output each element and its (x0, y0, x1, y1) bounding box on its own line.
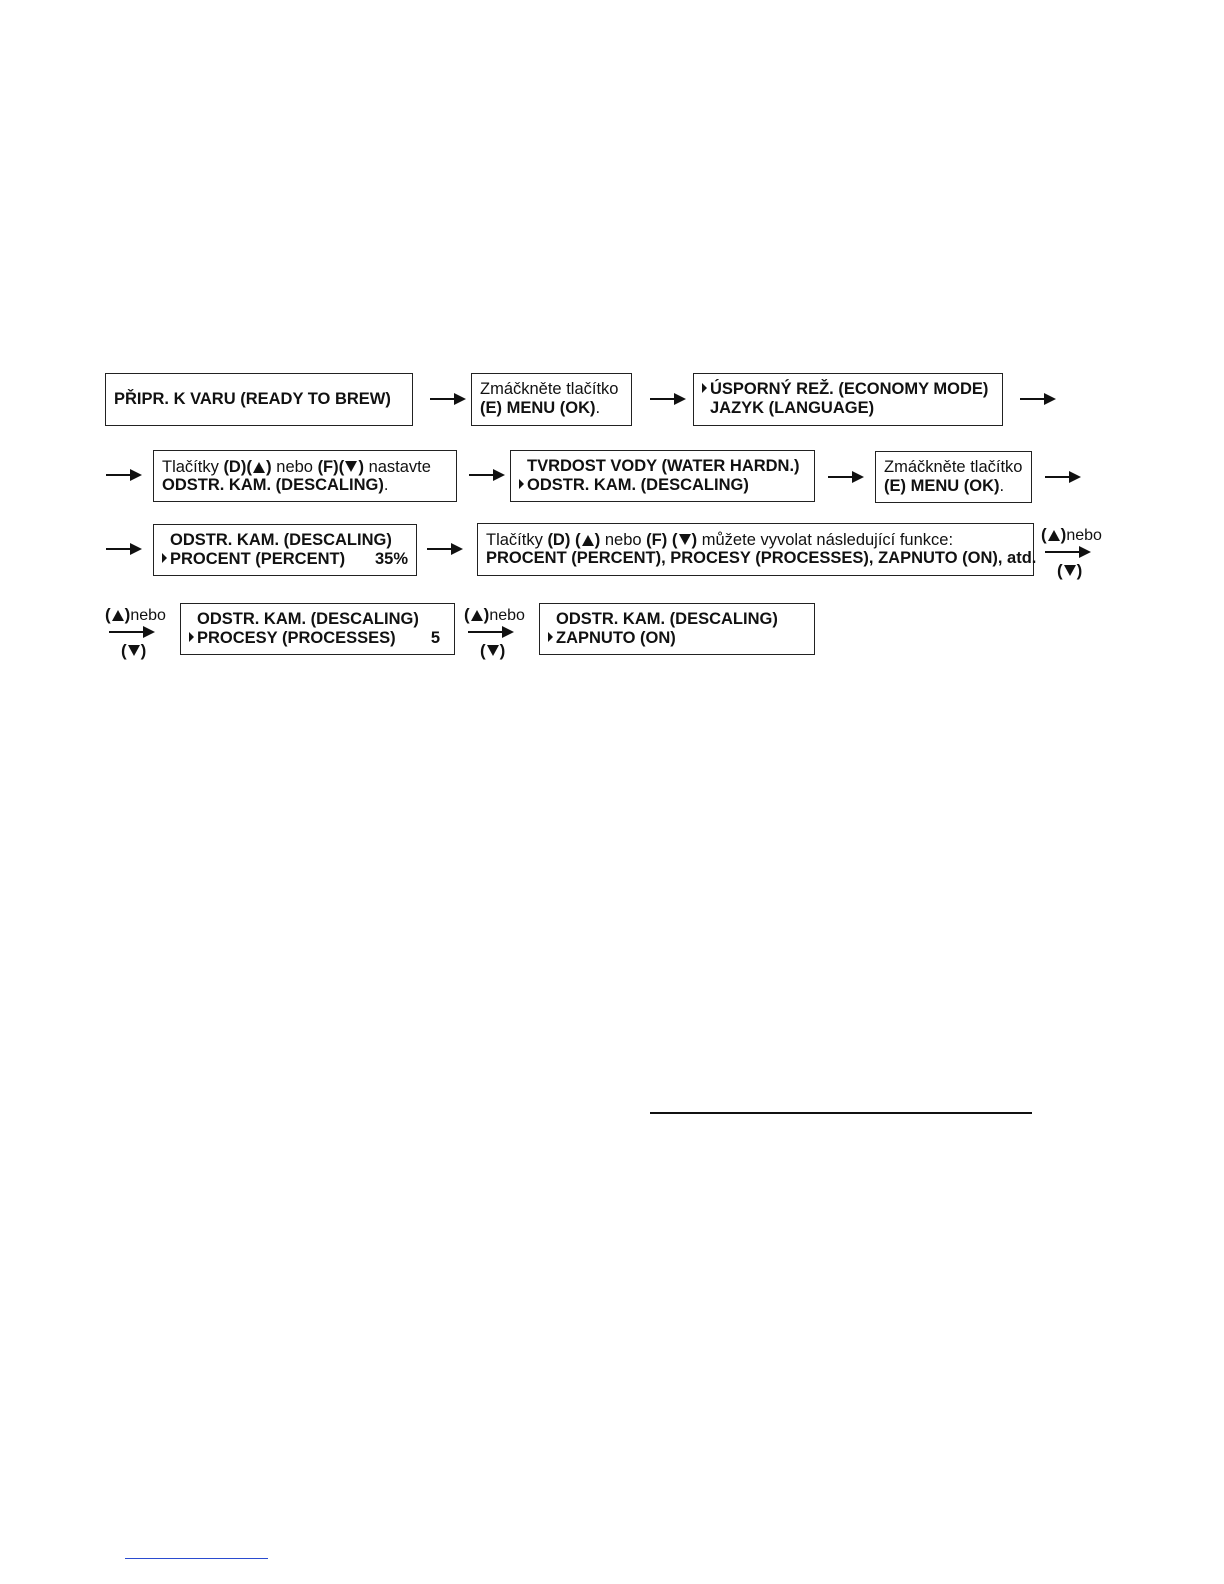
arrow-right-icon (106, 474, 140, 476)
box-ready-to-brew (105, 373, 413, 426)
box-menu-economy (693, 373, 1003, 426)
pointer-icon (189, 632, 194, 642)
box-descaling-percent (153, 524, 417, 576)
box-percent-value: 35% (374, 550, 408, 568)
box-buttons1-line2: ODSTR. KAM. (DESCALING) (162, 476, 384, 494)
box-buttons1-nebo: nebo (271, 458, 318, 476)
box-press-menu-2 (875, 451, 1032, 503)
box-buttons1-line2-tail: . (383, 476, 389, 494)
box-menu2-line2: ODSTR. KAM. (DESCALING) (527, 476, 749, 494)
pointer-icon (548, 632, 553, 642)
link-underline-rule (125, 1558, 268, 1559)
arrow-right-icon (469, 474, 503, 476)
arrow-right-icon (1045, 551, 1089, 553)
separator-rule (650, 1112, 1032, 1114)
nav-up-down-3: ( )nebo ( ) (464, 605, 525, 660)
box-processes-line2: PROCESY (PROCESSES) (197, 629, 396, 647)
triangle-down-icon (345, 461, 357, 472)
triangle-up-icon (582, 535, 594, 546)
box-on-line2: ZAPNUTO (ON) (556, 629, 676, 647)
box-processes-line1: ODSTR. KAM. (DESCALING) (197, 610, 419, 628)
box-processes-value: 5 (430, 629, 440, 647)
pointer-icon (162, 553, 167, 563)
box-descaling-on (539, 603, 815, 655)
box-buttons1-f: (F) (317, 458, 339, 476)
triangle-down-icon (487, 645, 499, 656)
triangle-down-icon (1064, 565, 1076, 576)
triangle-up-icon (112, 610, 124, 621)
box-press1-line2-tail: . (595, 399, 601, 417)
arrow-right-icon (828, 476, 862, 478)
box-buttons1-tail: nastavte (363, 458, 431, 476)
box-press1-line1: Zmáčkněte tlačítko (480, 380, 619, 398)
nav-word: nebo (1066, 527, 1102, 544)
arrow-right-icon (650, 398, 684, 400)
box-buttons2-nebo: nebo (600, 531, 647, 549)
box-buttons-descaling: Tlačítky (D)( ) nebo (F)( ) nastavte ODSTR. KAM. (DESCALING). (153, 450, 457, 502)
arrow-right-icon (106, 548, 140, 550)
box-press-menu-1 (471, 373, 632, 426)
nav-word: nebo (130, 607, 166, 624)
box-buttons2-d: (D) (547, 531, 571, 549)
box-buttons1-p1: Tlačítky (162, 458, 224, 476)
arrow-right-icon (109, 631, 153, 633)
arrow-right-icon (468, 631, 512, 633)
box-buttons2-line2: PROCENT (PERCENT), PROCESY (PROCESSES), ZAPNUTO (ON), atd. (486, 549, 1037, 567)
triangle-up-icon (471, 610, 483, 621)
arrow-right-icon (1045, 476, 1079, 478)
triangle-down-icon (128, 645, 140, 656)
box-buttons1-d: (D) (223, 458, 247, 476)
box-buttons2-p1: Tlačítky (486, 531, 548, 549)
box-buttons2-f: (F) (646, 531, 668, 549)
box-descaling-processes (180, 603, 455, 655)
box-buttons-functions: Tlačítky (D) ( ) nebo (F) ( ) můžete vyvolat následující funkce: PROCENT (PERCENT), PROCESY (PROCESSES), ZAPNUTO (ON), atd. (477, 523, 1034, 576)
arrow-right-icon (427, 548, 461, 550)
box-menu1-line1: ÚSPORNÝ REŽ. (ECONOMY MODE) (710, 380, 989, 398)
arrow-right-icon (1020, 398, 1054, 400)
nav-up-down-1: ( )nebo ( ) (1041, 525, 1102, 580)
pointer-icon (519, 479, 524, 489)
arrow-right-icon (430, 398, 464, 400)
box-percent-line2: PROCENT (PERCENT) (170, 550, 346, 568)
nav-up-down-2: ( )nebo ( ) (105, 605, 166, 660)
box-menu2-line1: TVRDOST VODY (WATER HARDN.) (527, 457, 800, 475)
nav-word: nebo (489, 607, 525, 624)
box-menu-water-hardness (510, 450, 815, 502)
box-press2-line1: Zmáčkněte tlačítko (884, 458, 1023, 476)
triangle-up-icon (1048, 530, 1060, 541)
triangle-up-icon (253, 462, 265, 473)
triangle-down-icon (679, 534, 691, 545)
pointer-icon (702, 383, 707, 393)
box-press1-line2: (E) MENU (OK) (480, 399, 596, 417)
box-press2-line2: (E) MENU (OK) (884, 477, 1000, 495)
box-on-line1: ODSTR. KAM. (DESCALING) (556, 610, 778, 628)
box-buttons2-tail: můžete vyvolat následující funkce: (697, 531, 954, 549)
box-ready-line1: PŘIPR. K VARU (READY TO BREW) (114, 390, 391, 408)
box-menu1-line2: JAZYK (LANGUAGE) (710, 399, 875, 417)
box-percent-line1: ODSTR. KAM. (DESCALING) (170, 531, 392, 549)
box-press2-line2-tail: . (999, 477, 1005, 495)
